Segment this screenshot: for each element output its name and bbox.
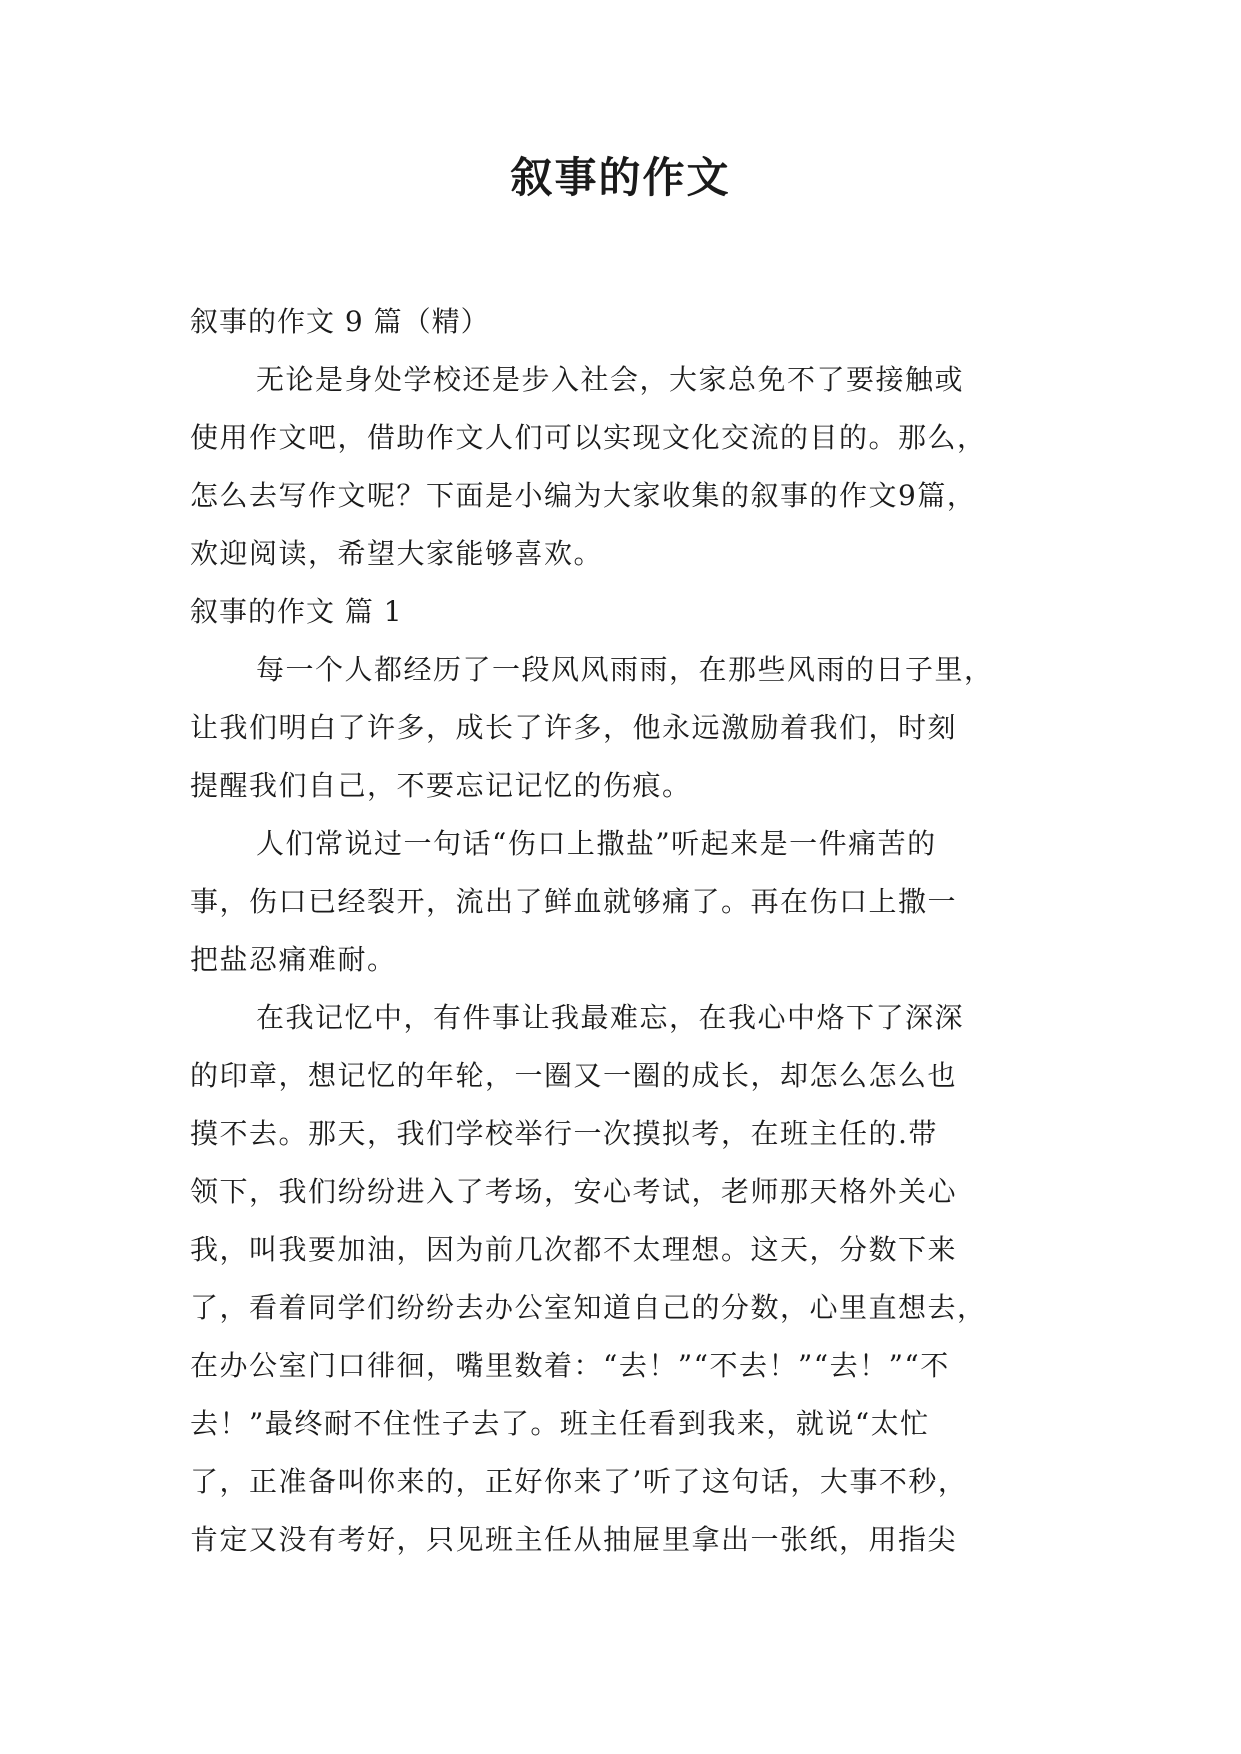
text-line: 了，正准备叫你来的，正好你来了’听了这句话，大事不秒， — [190, 1465, 968, 1498]
intro-paragraph — [190, 351, 1060, 583]
text-line: 把盐忍痛难耐。 — [190, 943, 397, 976]
text-line: 怎么去写作文呢？下面是小编为大家收集的叙事的作文9篇， — [190, 479, 977, 512]
text-line: 在办公室门口徘徊，嘴里数着：“去！”“不去！”“去！”“不 — [190, 1349, 950, 1382]
text-line: 使用作文吧，借助作文人们可以实现文化交流的目的。那么， — [190, 421, 987, 454]
text-line: 肯定又没有考好，只见班主任从抽屉里拿出一张纸，用指尖 — [190, 1523, 958, 1556]
text-line: 在我记忆中，有件事让我最难忘，在我心中烙下了深深 — [256, 1001, 965, 1034]
text-line: 无论是身处学校还是步入社会，大家总免不了要接触或 — [256, 363, 965, 396]
text-line: 我，叫我要加油，因为前几次都不太理想。这天，分数下来 — [190, 1233, 958, 1266]
text-line: 让我们明白了许多，成长了许多，他永远激励着我们，时刻 — [190, 711, 958, 744]
text-line: 欢迎阅读，希望大家能够喜欢。 — [190, 537, 604, 570]
text-line: 去！”最终耐不住性子去了。班主任看到我来，就说“太忙 — [190, 1407, 930, 1440]
paragraph-3 — [190, 989, 1060, 1569]
text-line: 提醒我们自己，不要忘记记忆的伤痕。 — [190, 769, 692, 802]
text-line: 人们常说过一句话“伤口上撒盐”听起来是一件痛苦的 — [256, 827, 937, 860]
text-line: 摸不去。那天，我们学校举行一次摸拟考，在班主任的.带 — [190, 1117, 938, 1150]
text-line: 了，看着同学们纷纷去办公室知道自己的分数，心里直想去， — [190, 1291, 987, 1324]
text-line: 事，伤口已经裂开，流出了鲜血就够痛了。再在伤口上撒一 — [190, 885, 958, 918]
paragraph-2 — [190, 815, 1060, 989]
document-title: 叙事的作文 — [510, 153, 731, 202]
document-body — [190, 293, 1060, 1569]
document-subtitle: 叙事的作文 9 篇（精） — [190, 305, 490, 338]
paragraph-1 — [190, 641, 1060, 815]
text-line: 领下，我们纷纷进入了考场，安心考试，老师那天格外关心 — [190, 1175, 958, 1208]
section-heading: 叙事的作文 篇 1 — [190, 595, 403, 628]
text-line: 的印章，想记忆的年轮，一圈又一圈的成长，却怎么怎么也 — [190, 1059, 958, 1092]
text-line: 每一个人都经历了一段风风雨雨，在那些风雨的日子里， — [256, 653, 994, 686]
